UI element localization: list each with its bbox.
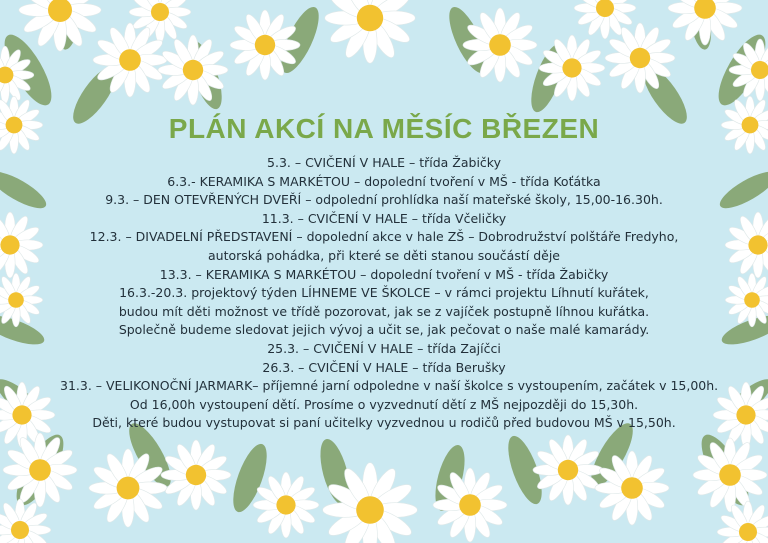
daisy-icon — [0, 273, 43, 327]
daisy-icon — [0, 382, 55, 448]
daisy-icon — [0, 212, 43, 278]
poster-content — [60, 112, 719, 433]
event-line: autorská pohádka, při které se děti stanou součástí děje — [208, 247, 560, 263]
event-line: 16.3.-20.3. projektový týden LÍHNEME VE ŠKOLCE – v rámci projektu Líhnutí kuřátek, — [119, 285, 649, 301]
daisy-icon — [463, 8, 537, 82]
page-title: PLÁN AKCÍ NA MĚSÍC BŘEZEN — [168, 113, 600, 144]
daisy-icon — [0, 499, 51, 543]
daisy-icon — [721, 96, 768, 154]
event-line: 31.3. – VELIKONOČNÍ JARMARK– příjemné jarní odpoledne v naší školce s vystoupením, začátek v 15,00h. — [60, 378, 719, 394]
event-list — [60, 154, 719, 433]
daisy-icon — [717, 501, 768, 543]
daisy-icon — [19, 0, 101, 51]
event-line: 25.3. – CVIČENÍ V HALE – třída Zajíčci — [267, 340, 501, 356]
event-line: Děti, které budou vystupovat si paní učitelky vyzvednou u rodičů před budovou MŠ v 15,50h. — [92, 415, 676, 431]
daisy-icon — [668, 0, 742, 45]
leaf-icon — [0, 165, 51, 214]
daisy-icon — [253, 472, 319, 538]
event-line: 12.3. – DIVADELNÍ PŘEDSTAVENÍ – dopolední akce v hale ZŠ – Dobrodružství polštáře Fredyho, — [89, 229, 679, 245]
daisy-icon — [0, 96, 43, 154]
daisy-icon — [725, 212, 768, 278]
event-line: 6.3.- KERAMIKA S MARKÉTOU – dopolední tvoření v MŠ - třída Koťátka — [167, 173, 601, 189]
event-line: 26.3. – CVIČENÍ V HALE – třída Berušky — [262, 359, 506, 375]
event-line: 9.3. – DEN OTEVŘENÝCH DVEŘÍ – odpolední prohlídka naší mateřské školy, 15,00-16.30h. — [105, 192, 663, 208]
event-line: Společně budeme sledovat jejich vývoj a učit se, jak pečovat o naše malé kamarády. — [118, 322, 650, 338]
daisy-icon — [325, 0, 416, 63]
event-line: Od 16,00h vystoupení dětí. Prosíme o vyzvednutí dětí z MŠ nejpozději do 15,30h. — [129, 396, 639, 412]
event-line: 13.3. – KERAMIKA S MARKÉTOU – dopolední tvoření v MŠ - třída Žabičky — [159, 266, 609, 282]
daisy-icon — [725, 273, 768, 327]
leaf-icon — [715, 165, 768, 214]
daisy-icon — [161, 440, 231, 510]
event-line: budou mít děti možnost ve třídě pozorovat, jak se z vajíček postupně líhnou kuřátka. — [118, 303, 650, 319]
event-line: 5.3. – CVIČENÍ V HALE – třída Žabičky — [267, 155, 501, 170]
daisy-icon — [713, 382, 768, 448]
daisy-icon — [3, 433, 77, 507]
daisy-icon — [533, 435, 603, 505]
event-line: 11.3. – CVIČENÍ V HALE – třída Včeličky — [261, 210, 507, 226]
